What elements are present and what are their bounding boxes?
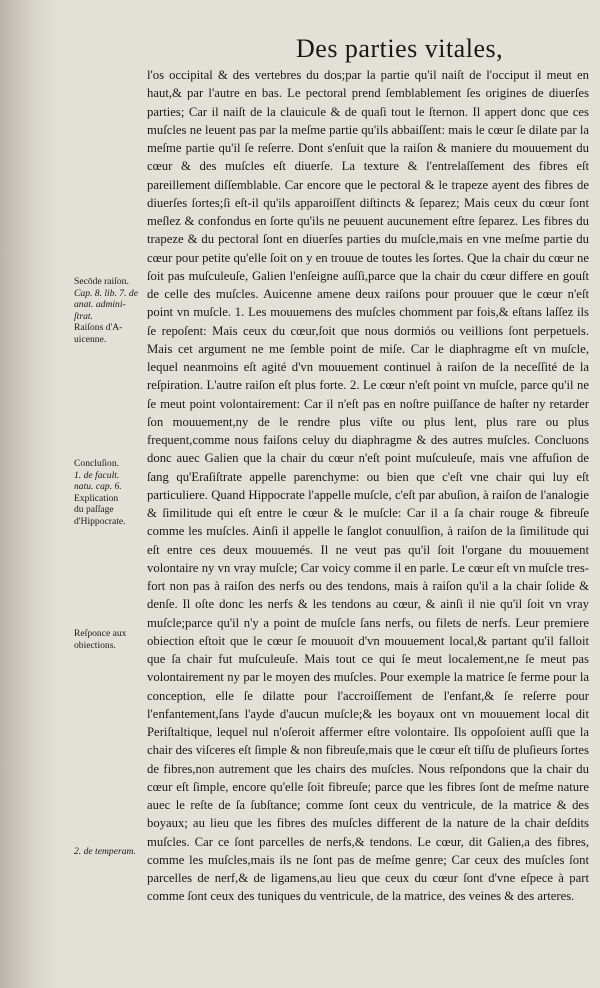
margin-note-line: Explication [74,492,119,504]
margin-note-line: d'Hippocrate. [74,515,126,527]
margin-note-line: Concluſion. [74,458,120,469]
margin-note-second-reason [74,276,144,345]
margin-note-line: Reſponce aux [74,628,127,639]
margin-note-response [74,628,144,651]
gutter-shadow [0,0,58,988]
margin-note-line: natu. cap. 6. [74,481,122,492]
margin-note-conclusion [74,458,144,527]
margin-note-line: 2. de temperam. [74,846,136,857]
body-text [147,66,589,906]
margin-note-line: ſtrat. [74,310,93,322]
margin-note-temperament [74,846,144,858]
margin-note-line: obiections. [74,639,116,651]
margin-note-line: 1. de facult. [74,469,120,481]
margin-note-line: Secōde raiſon. [74,276,129,287]
body-paragraph: l'os occipital & des vertebres du dos;par la partie qu'il naiſt de l'occiput il meut en haut,& par l'autre en bas. Le pectoral prend ſemblablement ſes origines de diuerſes parties; Car il naiſt de la clauicule & de quaſi tout le ſternon. Il appert donc que ces muſcles ne leuent pas par la meſme partie qu'ils abbaiſſent: mais le cœur ſe dilate par la meſme partie qu'il ſe reſerre. Dont s'enſuit que la raiſon & maniere du mouuement du cœur & des muſcles eſt diuerſe. La texture & l'entrelaſſement des fibres eſt pareillement diſſemblable. Car encore que le pectoral & le trapeze ayent des fibres de diuerſes ſortes;ſi eſt-il qu'ils apparoiſſent diſtincts & ſeparez; Mais ceux du cœur ſont meſlez & confondus en ſorte qu'ils ne peuuent aucunement eſtre ſeparez. Les fibres du trapeze & du pectoral ſont en diuerſes parties du muſcle,mais en vne meſme partie du cœur pour petite qu'elle ſoit on y en trouue de toutes les ſortes. Que la chair du cœur ne ſoit pas muſculeuſe, Galien l'enſeigne auſſi,parce que la chair du cœur differe en gouſt de celle des muſcles. Auicenne amene deux raiſons pour prouuer que le cœur n'eſt point vn muſcle. 1. Les mouuemens des muſcles chomment par fois,& eſtans laſſez ils ſe repoſent: Mais ceux du cœur,ſoit que nous dormiós ou veillions ſont perpetuels. Mais cet argument ne me ſemble point de miſe. Car le diaphragme eſt vn muſcle, lequel neanmoins eſt agité d'vn mouuement continuel à raiſon de la neceſſité de la reſpiration. L'autre raiſon eſt plus forte. 2. Le cœur n'eſt point vn muſcle, parce qu'il ne ſe meut point volontairement: Car il n'eſt pas en noſtre puiſſance de haſter ny retarder ſon mouuement,ny de le rendre plus viſte ou plus lent, plus rare ou plus frequent,comme nous faiſons celuy du diaphragme & des autres muſcles. Concluons donc auec Galien que la chair du cœur n'eſt point muſculeuſe, mais vne affuſion de ſang qu'Eraſiſtrate appelle parenchyme: ou bien que c'eſt vne chair qui luy eſt particuliere. Quand Hippocrate l'appelle muſcle, c'eſt par abuſion, à raiſon de l'analogie & ſimilitude qui eſt entre le cœur & le muſcle: Car il a ſa chair rouge & fibreuſe comme les muſcles. Ainſi il appelle le ſanglot conuulſion, à raiſon de la ſimilitude qui eſt entre ces deux mouuemés. Il ne veut pas qu'il ſoit l'organe du mouuement volontaire ny vn vray muſcle; Car voicy comme il en parle. Le cœur eſt vn muſcle tres-fort non pas à raiſon des nerfs ou des tendons, mais à raiſon qu'il a la chair ſolide & denſe. Il oſte donc les nerfs & les tendons au cœur, & ainſi il nie qu'il ſoit vn vray muſcle;parce qu'il n'y a point de muſcle ſans nerfs, ou filets de nerfs. Leur premiere obiection eſtoit que le cœur ſe mouuoit d'vn mouuement local,& partant qu'il falloit que ſa chair fut muſculeuſe. Mais tout ce qui ſe meut localement,ne ſe meut pas volontairement ny par le moyen des muſcles. Pour exemple la matrice ſe ferme pour la conception, elle ſe dilatte pour l'accroiſſement de l'enfant,& ſe reſerre pour l'enfantement,ſans l'ayde d'aucun muſcle;& les boyaux ont vn mouuement local dit Periſtaltique, lequel nul n'oſeroit affermer eſtre volontaire. Ils oppoſoient auſſi que la chair des viſceres eſt ſimple & non fibreuſe,mais que le cœur eſt tiſſu de pluſieurs ſortes de fibres,non autrement que les chairs des muſcles. Nous reſpondons que la chair du cœur eſt ſimple, encore qu'elle ſoit fibreuſe; parce que les fibres ſont de meſme nature auec le reſte de ſa ſubſtance; comme ſont ceux du ventricule, de la matrice & des boyaux; au lieu que les fibres des muſcles different de la nature de la chair deſdits muſcles. Car ce ſont parcelles de nerfs,& tendons. Le cœur, dit Galien,a des fibres, comme les muſcles,mais ils ne ſont pas de meſme genre; Car ceux des muſcles ſont parcelles de nerf,& de ligamens,au lieu que ceux du cœur ſont d'vne eſpece à part comme ſont ceux des tuniques du ventricule, de la matrice, des veines & des arteres. [147,68,589,904]
margin-note-line: du paſſage [74,504,114,515]
page-header: Des parties vitales, [296,34,504,63]
margin-note-line: Cap. 8. lib. 7. de [74,287,138,299]
margin-note-line: Raiſons d'A- [74,322,123,333]
margin-note-line: anat. admini- [74,299,126,310]
margin-note-line: uicenne. [74,333,107,345]
